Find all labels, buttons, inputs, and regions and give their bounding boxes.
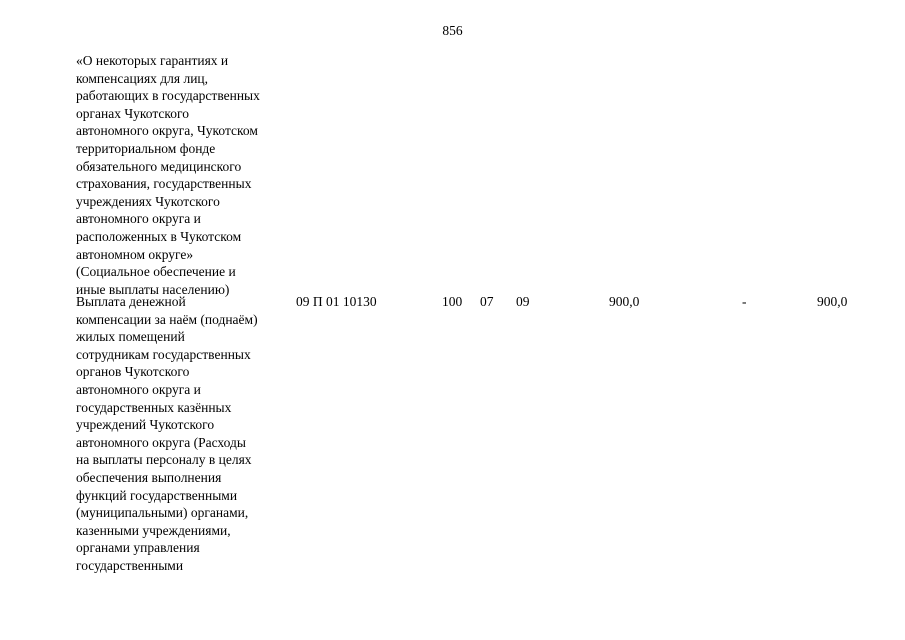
page-number: 856: [442, 23, 463, 38]
section-code: 07: [480, 294, 494, 309]
target-article-code: 09 П 01 10130: [296, 294, 377, 309]
amount-value: 900,0: [609, 294, 640, 309]
change-value: -: [742, 294, 747, 309]
row-description: «О некоторых гарантиях и компенсациях для лиц, работающих в государственных органах Чукотского автономного округа, Чукотском территориальном фонде обязательного медицинского страхования, государственных учреждениях Чукотского автономного округа и расположенных в Чукотском автономном округе» (Социальное обеспечение и иные выплаты населению): [76, 53, 260, 297]
total-amount-value: 900,0: [817, 294, 848, 309]
row-description: Выплата денежной компенсации за наём (поднаём) жилых помещений сотрудникам государственных органов Чукотского автономного округа и государственных казённых учреждений Чукотского автономного округа (Расходы на выплаты персоналу в целях обеспечения выполнения функций государственными (муниципальными) органами, казенными учреждениями, органами управления государственными: [76, 294, 258, 573]
expense-type-code: 100: [442, 294, 463, 309]
subsection-code: 09: [516, 294, 530, 309]
